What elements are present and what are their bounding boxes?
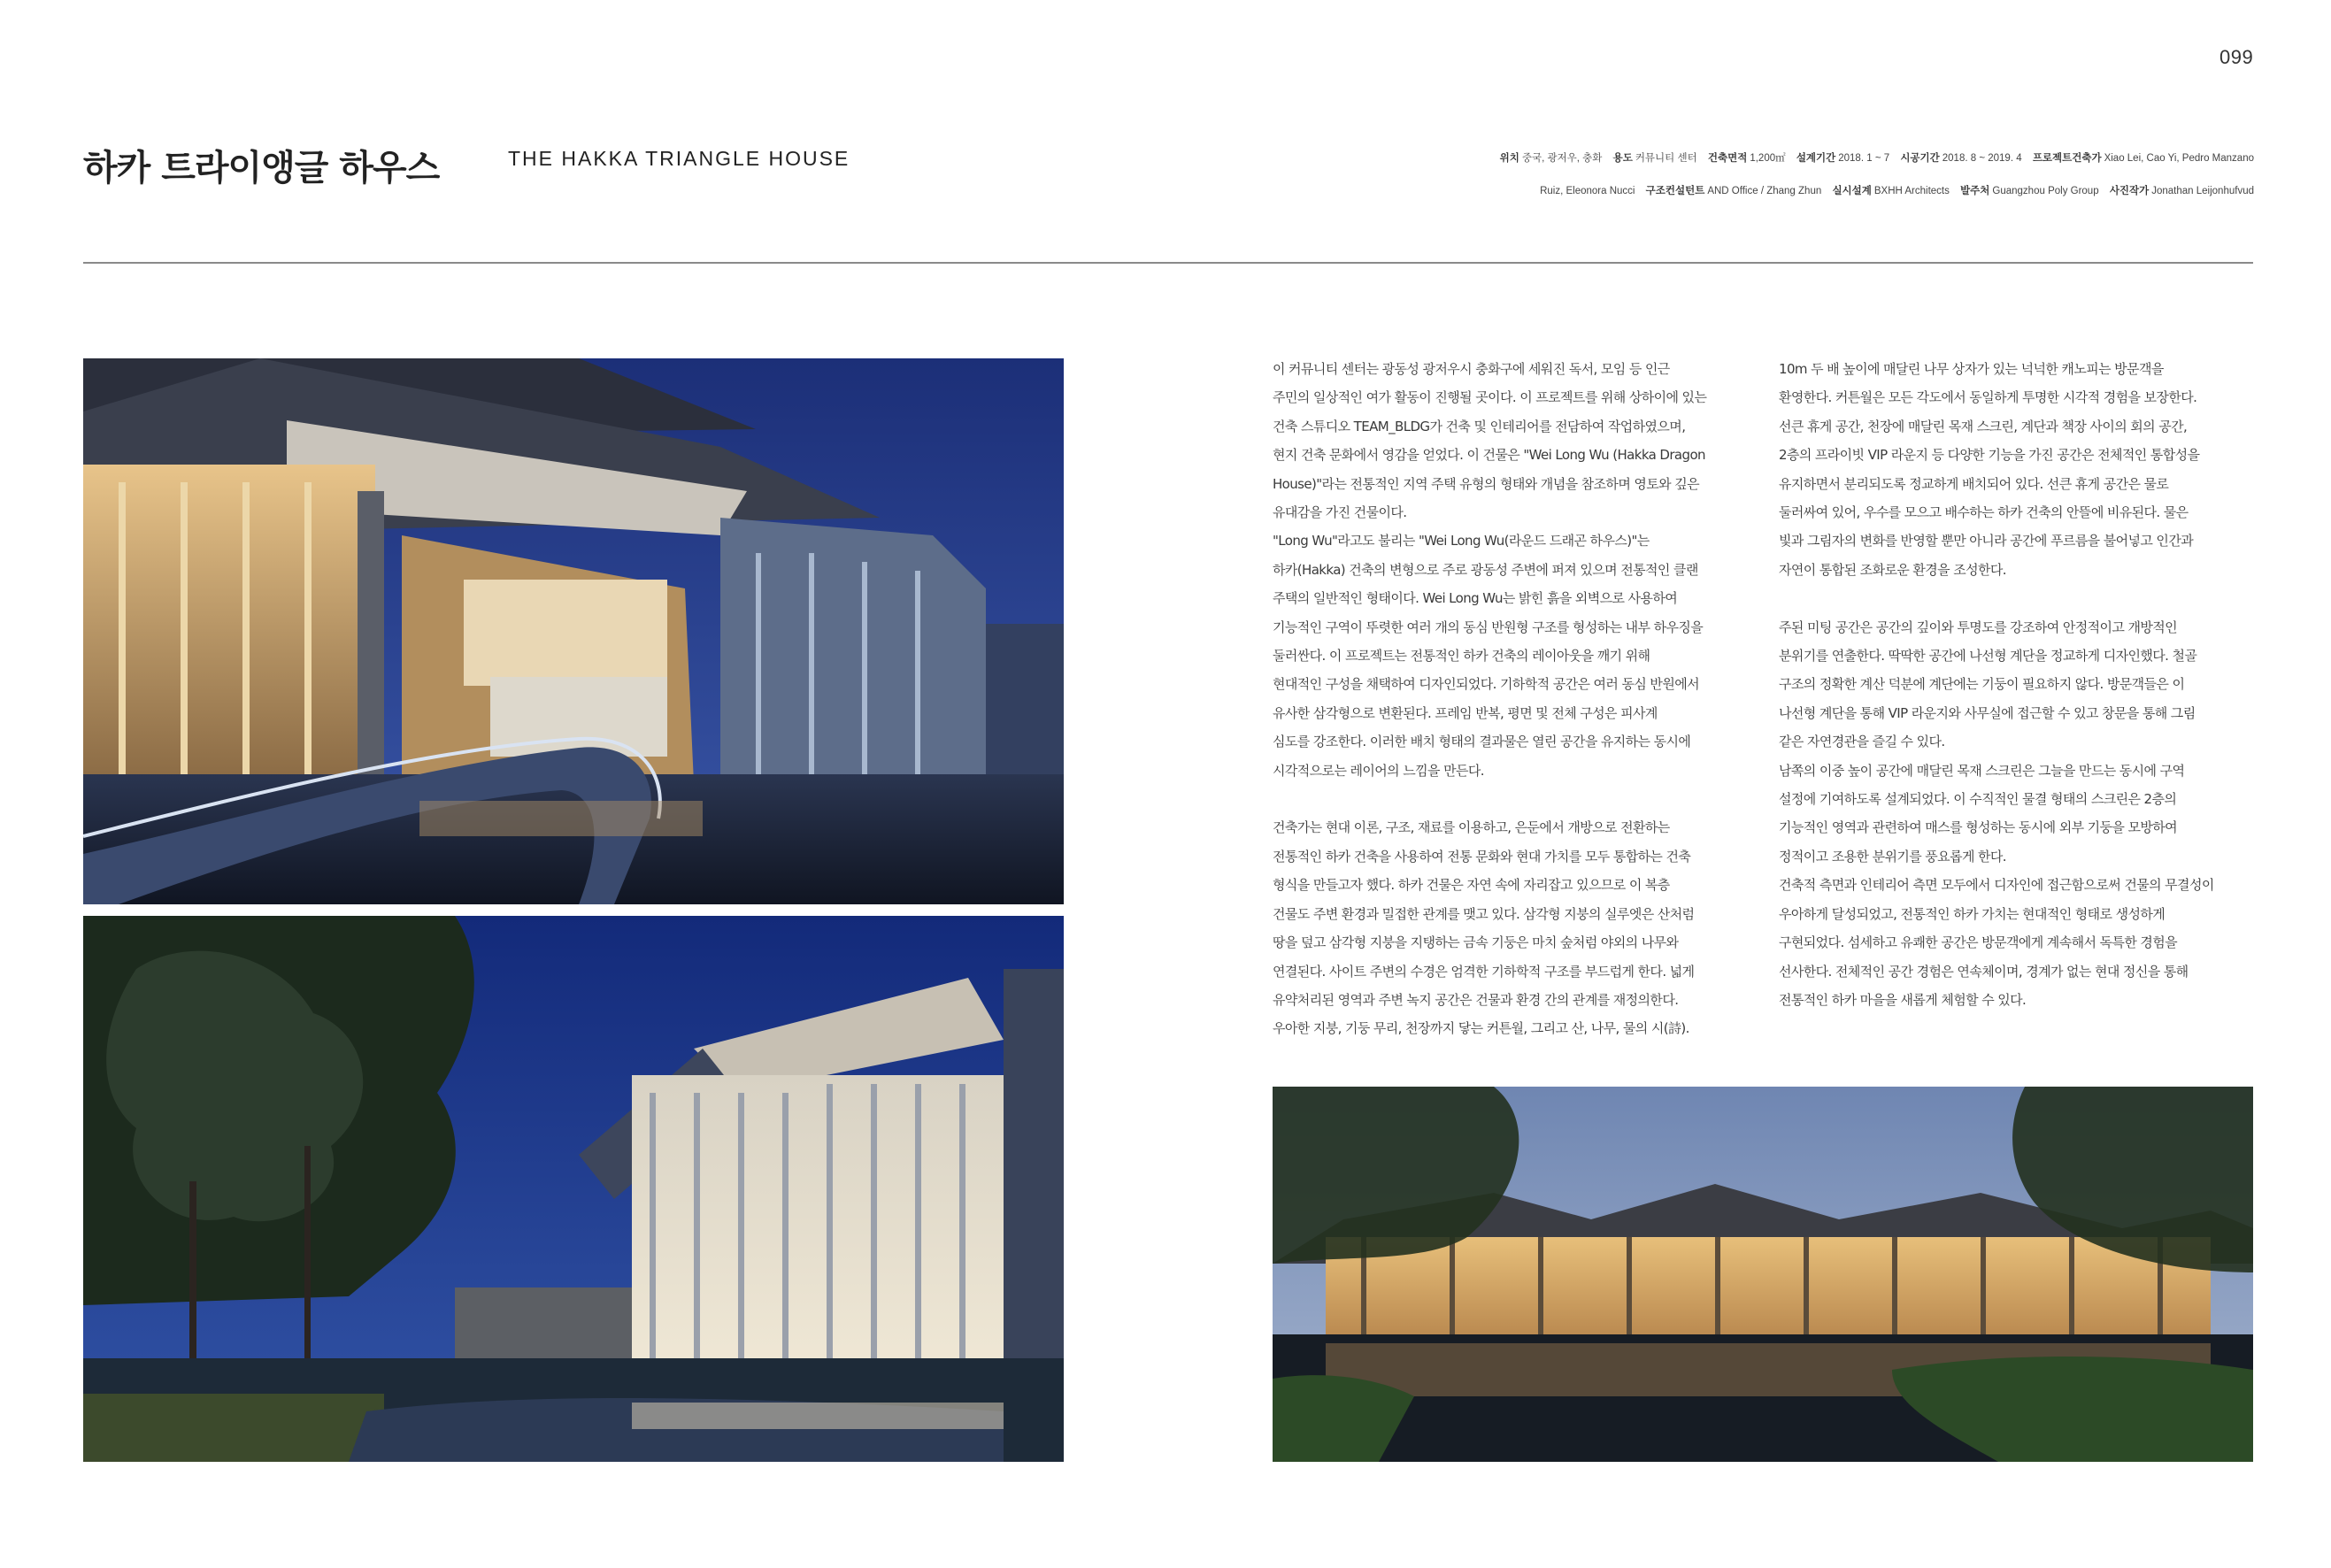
- body-line: 우아하게 달성되었고, 전통적인 하카 가치는 현대적인 형태로 생성하게: [1779, 905, 2166, 922]
- body-line: 전통적인 하카 건축을 사용하여 전통 문화와 현대 가치를 모두 통합하는 건축: [1273, 848, 1691, 865]
- credit-label: 프로젝트건축가: [2032, 151, 2102, 164]
- body-line: 둘러싼다. 이 프로젝트는 전통적인 하카 건축의 레이아웃을 깨기 위해: [1273, 648, 1650, 665]
- courtyard-pond-photo: [1273, 1087, 2253, 1462]
- body-line: 2층의 프라이빗 VIP 라운지 등 다양한 기능을 가진 공간은 전체적인 통합성을: [1779, 447, 2200, 464]
- body-line: House)"라는 전통적인 지역 주택 유형의 형태와 개념을 참조하며 영토와 깊은: [1273, 475, 1699, 492]
- body-text-column-2: [1779, 355, 2253, 1014]
- body-line: 나선형 계단을 통해 VIP 라운지와 사무실에 접근할 수 있고 창문을 통해 그림: [1779, 704, 2196, 721]
- paragraph-gap: [1779, 584, 2253, 612]
- credit-value: 중국, 광저우, 충화: [1521, 153, 1603, 164]
- body-line: 선사한다. 전체적인 공간 경험은 연속체이며, 경계가 없는 현대 정신을 통해: [1779, 963, 2189, 980]
- credit-value: Ruiz, Eleonora Nucci: [1540, 186, 1635, 196]
- body-line: 주된 미팅 공간은 공간의 깊이와 투명도를 강조하여 안정적이고 개방적인: [1779, 619, 2178, 635]
- paragraph-gap: [1273, 785, 1733, 813]
- body-line: 자연이 통합된 조화로운 환경을 조성한다.: [1779, 561, 2006, 578]
- credit-label: 실시설계: [1832, 184, 1872, 196]
- body-line: 연결된다. 사이트 주변의 수경은 엄격한 기하학적 구조를 부드럽게 한다. 넓게: [1273, 963, 1695, 980]
- credit-label: 구조컨설턴트: [1645, 184, 1705, 196]
- body-line: 전통적인 하카 마을을 새롭게 체험할 수 있다.: [1779, 991, 2027, 1008]
- dusk-building-bridge-photo: [83, 358, 1064, 904]
- credit-label: 사진작가: [2109, 184, 2150, 196]
- body-line: 유지하면서 분리되도록 정교하게 배치되어 있다. 선큰 휴게 공간은 물로: [1779, 475, 2169, 492]
- body-line: 10m 두 배 높이에 매달린 나무 상자가 있는 넉넉한 캐노피는 방문객을: [1779, 361, 2164, 377]
- body-line: 환영한다. 커튼월은 모든 각도에서 동일하게 투명한 시각적 경험을 보장한다.: [1779, 389, 2197, 406]
- body-line: 건축가는 현대 이론, 구조, 재료를 이용하고, 은둔에서 개방으로 전환하는: [1273, 819, 1670, 836]
- body-line: 선큰 휴게 공간, 천장에 매달린 목재 스크린, 계단과 책장 사이의 회의 공간,: [1779, 418, 2188, 434]
- credit-value: Guangzhou Poly Group: [1992, 186, 2099, 196]
- body-line: 심도를 강조한다. 이러한 배치 형태의 결과물은 열린 공간을 유지하는 동시에: [1273, 734, 1691, 750]
- body-text-column-1: [1273, 355, 1733, 1043]
- body-line: 기능적인 구역이 뚜렷한 여러 개의 동심 반원형 구조를 형성하는 내부 하우징을: [1273, 619, 1704, 635]
- body-line: 정적이고 조용한 분위기를 풍요롭게 한다.: [1779, 848, 2006, 865]
- night-building-trees-photo: [83, 916, 1064, 1462]
- body-line: 주택의 일반적인 형태이다. Wei Long Wu는 밝힌 흙을 외벽으로 사용하여: [1273, 590, 1678, 607]
- body-line: 현대적인 구성을 채택하여 디자인되었다. 기하학적 공간은 여러 동심 반원에서: [1273, 676, 1699, 693]
- body-line: 둘러싸여 있어, 우수를 모으고 배수하는 하카 건축의 안뜰에 비유된다. 물은: [1779, 504, 2189, 521]
- project-credits: [1369, 142, 2254, 207]
- body-line: 구조의 정확한 계산 덕분에 계단에는 기둥이 필요하지 않다. 방문객들은 이: [1779, 676, 2185, 693]
- credit-label: 설계기간: [1796, 151, 1836, 164]
- credit-value: 1,200㎡: [1750, 153, 1786, 164]
- credit-value: 2018. 1 ~ 7: [1838, 153, 1890, 164]
- body-line: 하카(Hakka) 건축의 변형으로 주로 광동성 주변에 퍼져 있으며 전통적인 클랜: [1273, 561, 1698, 578]
- body-line: 시각적으로는 레이어의 느낌을 만든다.: [1273, 762, 1484, 779]
- body-line: 이 커뮤니티 센터는 광동성 광저우시 충화구에 세워진 독서, 모임 등 인근: [1273, 361, 1670, 377]
- credit-value: 2018. 8 ~ 2019. 4: [1942, 153, 2022, 164]
- credit-label: 시공기간: [1900, 151, 1940, 164]
- body-line: 현지 건축 문화에서 영감을 얻었다. 이 건물은 "Wei Long Wu (Hakka Dragon: [1273, 447, 1705, 464]
- credit-value: Xiao Lei, Cao Yi, Pedro Manzano: [2104, 153, 2254, 164]
- body-line: 남쪽의 이중 높이 공간에 매달린 목재 스크린은 그늘을 만드는 동시에 구역: [1779, 762, 2185, 779]
- credits-line-1: [1369, 142, 2254, 174]
- body-line: 건축적 측면과 인테리어 측면 모두에서 디자인에 접근함으로써 건물의 무결성이: [1779, 877, 2214, 894]
- credit-value: AND Office / Zhang Zhun: [1707, 186, 1822, 196]
- body-line: 건물도 주변 환경과 밀접한 관계를 맺고 있다. 삼각형 지붕의 실루엣은 산처럼: [1273, 905, 1695, 922]
- body-line: 설정에 기여하도록 설계되었다. 이 수직적인 물결 형태의 스크린은 2층의: [1779, 791, 2177, 808]
- credit-value: 커뮤니티 센터: [1635, 153, 1697, 164]
- body-line: 같은 자연경관을 즐길 수 있다.: [1779, 734, 1945, 750]
- title-english: THE HAKKA TRIANGLE HOUSE: [508, 147, 850, 170]
- title-korean: 하카 트라이앵글 하우스: [83, 148, 440, 188]
- credit-value: BXHH Architects: [1873, 186, 1950, 196]
- body-line: 건축 스튜디오 TEAM_BLDG가 건축 및 인테리어를 전담하여 작업하였으며,: [1273, 418, 1686, 434]
- body-line: 주민의 일상적인 여가 활동이 진행될 곳이다. 이 프로젝트를 위해 상하이에 있는: [1273, 389, 1707, 406]
- body-line: 유약처리된 영역과 주변 녹지 공간은 건물과 환경 간의 관계를 재정의한다.: [1273, 991, 1679, 1008]
- credits-line-2: [1369, 174, 2254, 207]
- body-line: 구현되었다. 섬세하고 유쾌한 공간은 방문객에게 계속해서 독특한 경험을: [1779, 934, 2178, 951]
- credit-label: 발주처: [1960, 184, 1990, 196]
- credit-label: 용도: [1612, 151, 1633, 164]
- credit-label: 건축면적: [1707, 151, 1748, 164]
- header-divider: [83, 262, 2253, 264]
- page-number: 099: [2219, 46, 2254, 68]
- body-line: 유사한 삼각형으로 변환된다. 프레임 반복, 평면 및 전체 구성은 피사계: [1273, 704, 1658, 721]
- body-line: 분위기를 연출한다. 딱딱한 공간에 나선형 계단을 정교하게 디자인했다. 철골: [1779, 648, 2197, 665]
- body-line: 땅을 덮고 삼각형 지붕을 지탱하는 금속 기둥은 마치 숲처럼 야외의 나무와: [1273, 934, 1679, 951]
- credit-value: Jonathan Leijonhufvud: [2151, 186, 2254, 196]
- body-line: 유대감을 가진 건물이다.: [1273, 504, 1407, 521]
- body-line: "Long Wu"라고도 불리는 "Wei Long Wu(라운드 드래곤 하우스)"는: [1273, 533, 1650, 550]
- body-line: 우아한 지붕, 기둥 무리, 천장까지 닿는 커튼월, 그리고 산, 나무, 물의 시(詩).: [1273, 1020, 1689, 1037]
- body-line: 기능적인 영역과 관련하여 매스를 형성하는 동시에 외부 기둥을 모방하여: [1779, 819, 2178, 836]
- credit-label: 위치: [1499, 151, 1519, 164]
- body-line: 빛과 그림자의 변화를 반영할 뿐만 아니라 공간에 푸르름을 불어넣고 인간과: [1779, 533, 2194, 550]
- body-line: 형식을 만들고자 했다. 하카 건물은 자연 속에 자리잡고 있으므로 이 복층: [1273, 877, 1670, 894]
